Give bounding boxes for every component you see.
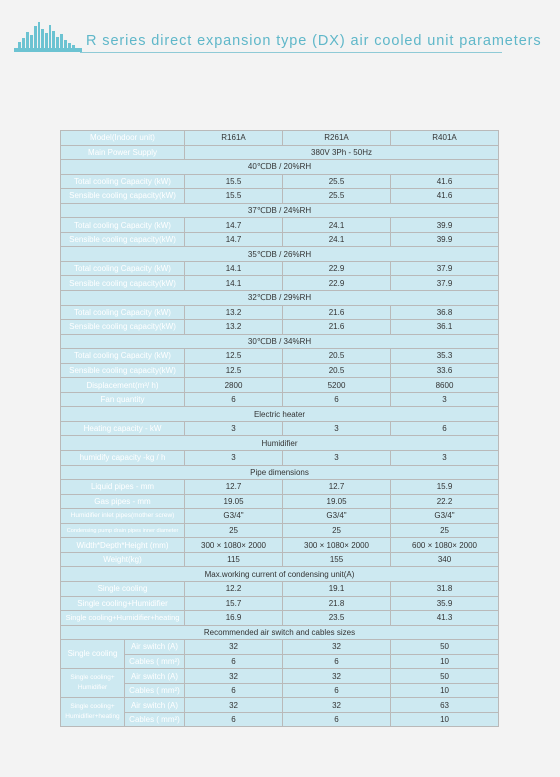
displacement-label: Displacement(m³/ h) [61, 378, 185, 393]
cell-value: 24.1 [283, 232, 391, 247]
switch-group-label [61, 640, 125, 669]
cell-value: 24.1 [283, 218, 391, 233]
cell-value: 25.5 [283, 174, 391, 189]
cell-value: 32 [185, 669, 283, 684]
cell-value: 155 [283, 552, 391, 567]
cell-value: 3 [185, 421, 283, 436]
cell-value: 14.1 [185, 261, 283, 276]
table-row [61, 581, 499, 596]
section-row [61, 160, 499, 175]
cell-value: 6 [185, 654, 283, 669]
cell-value: 31.8 [391, 581, 499, 596]
cell-value: 20.5 [283, 349, 391, 364]
cell-value: 6 [185, 392, 283, 407]
current-row-label: Single cooling [61, 581, 185, 596]
title-underline [80, 52, 502, 53]
total-cooling-label: Total cooling Capacity (kW) [61, 174, 185, 189]
cell-value: 6 [185, 683, 283, 698]
switch-group-label [61, 698, 125, 727]
table-row [61, 189, 499, 204]
air-switch-label: Air switch (A) [125, 640, 185, 655]
section-row [61, 436, 499, 451]
group-line: Single cooling [67, 649, 118, 659]
model-r161a: R161A [185, 131, 283, 146]
table-row [61, 596, 499, 611]
max-current-title: Max.working current of condensing unit(A) [61, 567, 499, 582]
cell-value: 37.9 [391, 276, 499, 291]
cell-value: 13.2 [185, 305, 283, 320]
cell-value: 10 [391, 683, 499, 698]
cell-value: 13.2 [185, 320, 283, 335]
cell-value: 14.7 [185, 218, 283, 233]
cell-value: 23.5 [283, 611, 391, 626]
condition-title: 30℃DB / 34%RH [61, 334, 499, 349]
table-row [61, 494, 499, 509]
cell-value: 12.7 [185, 480, 283, 495]
cell-value: 10 [391, 712, 499, 727]
cell-value: 12.2 [185, 581, 283, 596]
table-row [61, 509, 499, 524]
model-r401a: R401A [391, 131, 499, 146]
sensible-cooling-label: Sensible cooling capacity(kW) [61, 320, 185, 335]
table-row [61, 320, 499, 335]
cell-value: 3 [283, 451, 391, 466]
cell-value: 3 [391, 392, 499, 407]
cell-value: 33.6 [391, 363, 499, 378]
humidifier-inlet-label: Humidifier inlet pipes(mother screw) [61, 509, 185, 524]
table-row [61, 261, 499, 276]
group-line: Single cooling+ [70, 703, 115, 711]
model-r261a: R261A [283, 131, 391, 146]
cables-label: Cables ( mm²) [125, 654, 185, 669]
cell-value: 39.9 [391, 232, 499, 247]
cell-value: 3 [283, 421, 391, 436]
table-row [61, 451, 499, 466]
cell-value: 3 [391, 451, 499, 466]
liquid-pipes-label: Liquid pipes - mm [61, 480, 185, 495]
gas-pipes-label: Gas pipes - mm [61, 494, 185, 509]
cell-value: 22.9 [283, 276, 391, 291]
cell-value: 600 × 1080× 2000 [391, 538, 499, 553]
cell-value: 63 [391, 698, 499, 713]
table-row [61, 174, 499, 189]
table-row [61, 305, 499, 320]
section-row [61, 567, 499, 582]
humidify-capacity-label: humidify capacity -kg / h [61, 451, 185, 466]
table-row [61, 421, 499, 436]
cell-value: 115 [185, 552, 283, 567]
table-row [61, 218, 499, 233]
table-row [61, 131, 499, 146]
page-title: R series direct expansion type (DX) air cooled unit parameters [86, 33, 542, 49]
total-cooling-label: Total cooling Capacity (kW) [61, 305, 185, 320]
cell-value: 12.5 [185, 349, 283, 364]
cell-value: 6 [185, 712, 283, 727]
condition-title: 35℃DB / 26%RH [61, 247, 499, 262]
cell-value: 20.5 [283, 363, 391, 378]
table-row [61, 552, 499, 567]
cell-value: 21.6 [283, 320, 391, 335]
table-row [61, 683, 499, 698]
sensible-cooling-label: Sensible cooling capacity(kW) [61, 232, 185, 247]
city-skyline-logo [14, 20, 82, 52]
pump-drain-label: Condensing pump drain pipes inner diameter [61, 523, 185, 538]
cell-value: 25.5 [283, 189, 391, 204]
table-row [61, 523, 499, 538]
cell-value: 15.5 [185, 189, 283, 204]
cell-value: 12.7 [283, 480, 391, 495]
cell-value: 15.7 [185, 596, 283, 611]
cell-value: 19.05 [185, 494, 283, 509]
cell-value: 6 [391, 421, 499, 436]
table-row [61, 538, 499, 553]
group-line: Single cooling+ [70, 674, 115, 682]
cell-value: 21.6 [283, 305, 391, 320]
cell-value: 41.6 [391, 174, 499, 189]
cell-value: 35.9 [391, 596, 499, 611]
cell-value: 15.5 [185, 174, 283, 189]
dimensions-label: Width*Depth*Height (mm) [61, 538, 185, 553]
air-switch-label: Air switch (A) [125, 698, 185, 713]
cell-value: 32 [185, 698, 283, 713]
cell-value: 6 [283, 683, 391, 698]
model-label: Model(Indoor unit) [61, 131, 185, 146]
section-row [61, 407, 499, 422]
condition-title: 40℃DB / 20%RH [61, 160, 499, 175]
cell-value: 50 [391, 640, 499, 655]
table-row [61, 349, 499, 364]
cell-value: 41.3 [391, 611, 499, 626]
total-cooling-label: Total cooling Capacity (kW) [61, 261, 185, 276]
section-row [61, 465, 499, 480]
section-row [61, 203, 499, 218]
section-row [61, 247, 499, 262]
cables-label: Cables ( mm²) [125, 712, 185, 727]
total-cooling-label: Total cooling Capacity (kW) [61, 349, 185, 364]
table-row [61, 698, 499, 713]
cell-value: 14.1 [185, 276, 283, 291]
condition-title: 37℃DB / 24%RH [61, 203, 499, 218]
cell-value: 36.8 [391, 305, 499, 320]
table-row [61, 611, 499, 626]
sensible-cooling-label: Sensible cooling capacity(kW) [61, 189, 185, 204]
cell-value: 22.9 [283, 261, 391, 276]
table-row [61, 669, 499, 684]
cables-label: Cables ( mm²) [125, 683, 185, 698]
group-line: Humidifier [77, 684, 108, 692]
cell-value: 19.05 [283, 494, 391, 509]
table-row [61, 378, 499, 393]
current-row-label: Single cooling+Humidifier [61, 596, 185, 611]
condition-title: 32℃DB / 29%RH [61, 291, 499, 306]
group-line: Humidifier+heating [65, 713, 120, 721]
cell-value: 50 [391, 669, 499, 684]
cell-value: 19.1 [283, 581, 391, 596]
cell-value: G3/4" [283, 509, 391, 524]
cell-value: 6 [283, 712, 391, 727]
cell-value: 32 [283, 669, 391, 684]
cell-value: 21.8 [283, 596, 391, 611]
cell-value: 32 [283, 640, 391, 655]
current-row-label: Single cooling+Humidifier+heating [61, 611, 185, 626]
cell-value: 16.9 [185, 611, 283, 626]
section-row [61, 625, 499, 640]
section-row [61, 334, 499, 349]
cell-value: 22.2 [391, 494, 499, 509]
heating-capacity-label: Heating capacity - kW [61, 421, 185, 436]
table-row [61, 480, 499, 495]
weight-label: Weight(kg) [61, 552, 185, 567]
parameters-table [60, 130, 499, 727]
cell-value: 15.9 [391, 480, 499, 495]
page-header [0, 0, 560, 60]
power-supply-value: 380V 3Ph - 50Hz [185, 145, 499, 160]
cell-value: 25 [185, 523, 283, 538]
cell-value: 3 [185, 451, 283, 466]
cell-value: 32 [283, 698, 391, 713]
switches-title: Recommended air switch and cables sizes [61, 625, 499, 640]
cell-value: 36.1 [391, 320, 499, 335]
table-row [61, 392, 499, 407]
cell-value: 5200 [283, 378, 391, 393]
humidifier-title: Humidifier [61, 436, 499, 451]
cell-value: 12.5 [185, 363, 283, 378]
power-supply-label: Main Power Supply [61, 145, 185, 160]
cell-value: 25 [391, 523, 499, 538]
cell-value: 14.7 [185, 232, 283, 247]
table-row [61, 276, 499, 291]
section-row [61, 291, 499, 306]
table-row [61, 654, 499, 669]
cell-value: 300 × 1080× 2000 [283, 538, 391, 553]
cell-value: 35.3 [391, 349, 499, 364]
table-row [61, 232, 499, 247]
cell-value: 25 [283, 523, 391, 538]
cell-value: 41.6 [391, 189, 499, 204]
cell-value: 6 [283, 392, 391, 407]
cell-value: 2800 [185, 378, 283, 393]
table-row [61, 712, 499, 727]
fan-quantity-label: Fan quantity [61, 392, 185, 407]
cell-value: G3/4" [185, 509, 283, 524]
air-switch-label: Air switch (A) [125, 669, 185, 684]
table-row [61, 363, 499, 378]
cell-value: 10 [391, 654, 499, 669]
cell-value: 8600 [391, 378, 499, 393]
switch-group-label [61, 669, 125, 698]
cell-value: 39.9 [391, 218, 499, 233]
cell-value: G3/4" [391, 509, 499, 524]
cell-value: 37.9 [391, 261, 499, 276]
electric-heater-title: Electric heater [61, 407, 499, 422]
total-cooling-label: Total cooling Capacity (kW) [61, 218, 185, 233]
pipe-dimensions-title: Pipe dimensions [61, 465, 499, 480]
cell-value: 340 [391, 552, 499, 567]
cell-value: 300 × 1080× 2000 [185, 538, 283, 553]
cell-value: 32 [185, 640, 283, 655]
table-row [61, 640, 499, 655]
cell-value: 6 [283, 654, 391, 669]
table-row [61, 145, 499, 160]
sensible-cooling-label: Sensible cooling capacity(kW) [61, 276, 185, 291]
sensible-cooling-label: Sensible cooling capacity(kW) [61, 363, 185, 378]
